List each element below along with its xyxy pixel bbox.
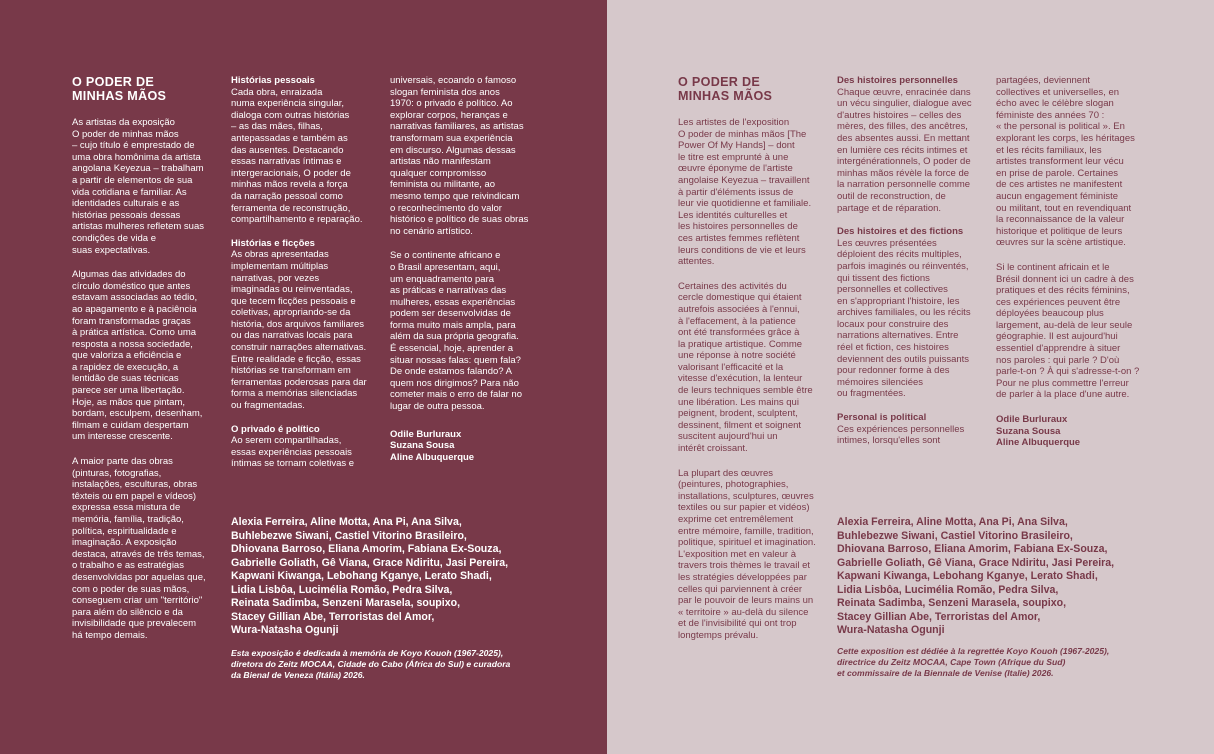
text-line: estavam associadas ao tédio, (72, 292, 198, 304)
text-line: invisibilidade que prevalecem (72, 618, 197, 630)
pt-author: Odile Burluraux (390, 428, 462, 440)
fr-section-2-body (837, 238, 987, 400)
text-line: narrativas, por vezes (231, 272, 320, 284)
text-line: mémoires silenciées (837, 376, 924, 388)
text-line: ou fragmentées. (837, 388, 906, 400)
text-line: intérêt croissant. (678, 443, 748, 455)
text-line: des absentes aussi. En mettant (837, 132, 970, 144)
text-line: historique et politique de leurs (996, 225, 1123, 237)
text-line: en s'appropriant l'histoire, les (837, 295, 960, 307)
text-line: et les récits familiaux, les (996, 144, 1102, 156)
text-line: slogan feminista dos anos (390, 86, 500, 98)
text-line: ou das narrativas locais para (231, 330, 353, 342)
text-line: o trabalho e as estratégias (72, 560, 184, 572)
text-line: locaux pour construire des (837, 318, 949, 330)
text-line: artistas não manifestam (390, 156, 491, 168)
text-line: suscitent aujourd'hui un (678, 431, 778, 443)
text-line: que tecem ficções pessoais e (231, 295, 356, 307)
text-line: construir narrações alternativas. (231, 342, 367, 354)
text-line: et de l'invisibilité qui ont trop (678, 618, 797, 630)
text-line: Power Of My Hands] – dont (678, 140, 795, 152)
pt-dedication (231, 648, 581, 681)
text-line: installations, sculptures, œuvres (678, 490, 814, 502)
text-line: collectives et universelles, en (996, 86, 1120, 98)
fr-col3-paragraph-1 (996, 75, 1148, 249)
pt-heading-1: Histórias pessoais (231, 75, 315, 86)
text-line: Buhlebezwe Siwani, Castiel Vitorino Brasileiro, (837, 529, 1073, 542)
text-line: et commissaire de la Biennale de Venise (Italie) 2026. (837, 668, 1054, 678)
text-line: coletivas, apropriando-se da (231, 307, 351, 319)
text-line: que valoriza a eficiência e (72, 350, 182, 362)
text-line: autrefois associées à l'ennui, (678, 303, 800, 315)
text-line: há tempo demais. (72, 629, 148, 641)
fr-col3-paragraph-2 (996, 262, 1148, 401)
text-line: archives familiales, ou les récits (837, 307, 971, 319)
text-line: A maior parte das obras (72, 456, 173, 468)
text-line: lentidão de suas técnicas (72, 373, 179, 385)
text-line: das ausentes. Destacando (231, 144, 344, 156)
text-line: dialoga com outras histórias (231, 109, 350, 121)
text-line: textiles ou sur papier et vidéos) (678, 502, 810, 514)
text-line: valorisant l'efficacité et la (678, 361, 784, 373)
text-line: numa experiência singular, (231, 98, 345, 110)
text-line: implementam múltiplas (231, 260, 329, 272)
text-line: situar nossas falas: quem fala? (390, 354, 521, 366)
text-line: O poder de minhas mãos [The (678, 128, 807, 140)
fr-heading-2: Des histoires et des fictions (837, 226, 964, 238)
text-line: un vécu singulier, dialogue avec (837, 98, 972, 110)
text-line: instalações, esculturas, obras (72, 479, 198, 491)
text-line: réel et fiction, ces histoires (837, 342, 949, 354)
text-line: o Brasil apresentam, aqui, (390, 261, 501, 273)
text-line: identidades culturais e as (72, 198, 180, 210)
text-line: deviennent des outils puissants (837, 353, 970, 365)
fr-paragraph-2 (678, 281, 828, 455)
pt-authors (390, 429, 540, 464)
text-line: lugar de outra pessoa. (390, 401, 485, 413)
text-line: nos paroles : qui parle ? D'où (996, 354, 1120, 366)
fr-paragraph-3 (678, 468, 828, 642)
text-line: Alexia Ferreira, Aline Motta, Ana Pi, Ana Silva, (837, 516, 1068, 528)
text-line: parle-t-on ? À qui s'adresse-t-on ? (996, 366, 1140, 378)
text-line: suas expectativas. (72, 244, 151, 256)
text-line: forma muito mais ampla, para (390, 319, 516, 331)
fr-section-1 (837, 75, 987, 214)
text-line: diretora do Zeitz MOCAA, Cidade do Cabo (África do Sul) e curadora (231, 659, 511, 669)
text-line: essas narrativas íntimas e (231, 156, 342, 168)
text-line: à prática artística. Como uma (72, 327, 197, 339)
text-line: Ces expériences personnelles (837, 423, 965, 435)
text-line: a rapidez de execução, a (72, 361, 179, 373)
text-line: Lidia Lisbôa, Lucimélia Romão, Pedra Silva, (837, 583, 1059, 596)
text-line: As artistas da exposição (72, 117, 175, 128)
text-line: MINHAS MÃOS (72, 89, 167, 103)
text-line: le titre est emprunté à une (678, 151, 789, 163)
fr-heading-1: Des histoires personnelles (837, 75, 958, 86)
text-line: Entre realidade e ficção, essas (231, 353, 361, 365)
text-line: ao apagamento e à paciência (72, 303, 197, 315)
text-line: artistes transforment leur vécu (996, 156, 1124, 168)
fr-section-1-body (837, 87, 987, 215)
text-line: O PODER DE (678, 75, 761, 89)
text-line: parfois imaginés ou réinventés, (837, 260, 969, 272)
fr-section-3 (837, 412, 987, 447)
text-line: Pour ne plus commettre l'erreur (996, 377, 1129, 389)
pt-col3-paragraph-1 (390, 75, 540, 237)
text-line: Wura-Natasha Ogunji (231, 624, 339, 636)
text-line: ferramentas poderosas para dar (231, 376, 367, 388)
text-line: Stacey Gillian Abe, Terroristas del Amor, (231, 610, 435, 623)
text-line: les stratégies développées par (678, 571, 807, 583)
pt-heading-3: O privado é político (231, 423, 320, 435)
text-line: têxteis ou em papel e vídeos) (72, 490, 197, 502)
text-line: d'autres histoires – celles des (837, 109, 962, 121)
text-line: Cette exposition est dédiée à la regrettée Koyo Kouoh (1967-2025), (837, 646, 1110, 656)
french-page (607, 0, 1214, 754)
fr-section-3-body (837, 424, 987, 447)
text-line: MINHAS MÃOS (678, 89, 773, 103)
fr-author: Suzana Sousa (996, 425, 1061, 437)
text-line: L'exposition met en valeur à (678, 548, 796, 560)
text-line: com o poder de suas mãos, (72, 583, 190, 595)
pt-section-2-body (231, 249, 381, 411)
text-line: Reinata Sadimba, Senzeni Marasela, soupixo, (231, 597, 461, 609)
fr-title (678, 75, 828, 103)
fr-authors (996, 414, 1148, 449)
text-line: partagées, deviennent (996, 75, 1091, 86)
text-line: íntimas se tornam coletivas e (231, 458, 355, 470)
text-line: antepassadas e também as (231, 132, 348, 144)
text-line: en prise de parole. Certaines (996, 167, 1118, 179)
text-line: da Bienal de Veneza (Itália) 2026. (231, 670, 365, 680)
text-line: Brésil donnent ici un cadre à des (996, 273, 1134, 285)
text-line: O poder de minhas mãos (72, 128, 179, 140)
pt-paragraph-3 (72, 456, 222, 642)
text-line: cercle domestique qui étaient (678, 292, 802, 304)
text-line: de leurs techniques semble être (678, 385, 813, 397)
text-line: o reconhecimento do valor (390, 202, 502, 214)
text-line: uma obra homônima da artista (72, 151, 201, 163)
fr-artists-list (837, 516, 1187, 638)
pt-col3-paragraph-2 (390, 250, 540, 412)
text-line: ces artistes femmes reflètent (678, 232, 800, 244)
text-line: intergeracionais, O poder de (231, 167, 351, 179)
text-line: essas experiências pessoais (231, 446, 352, 458)
text-line: memória, família, tradição, (72, 514, 184, 525)
text-line: géographie. Il est aujourd'hui (996, 331, 1118, 343)
text-line: par le pouvoir de leurs mains un (678, 595, 814, 607)
text-line: leurs conditions de vie et leurs (678, 244, 806, 256)
text-line: « territoire » au-delà du silence (678, 606, 809, 618)
text-line: Reinata Sadimba, Senzeni Marasela, soupixo, (837, 597, 1067, 609)
text-line: resposta a nossa sociedade, (72, 338, 193, 350)
fr-column-2 (837, 75, 987, 459)
text-line: mulheres, essas experiências (390, 296, 516, 308)
text-line: essentiel d'apprendre à situer (996, 343, 1121, 355)
text-line: aucun engagement féministe (996, 190, 1118, 202)
text-line: une libération. Les mains qui (678, 396, 799, 408)
text-line: celles qui parviennent à créer (678, 583, 803, 595)
text-line: imaginadas ou reinventadas, (231, 284, 353, 296)
text-line: além da sua própria geografia. (390, 331, 519, 343)
text-line: Ao serem compartilhadas, (231, 435, 342, 447)
text-line: pour redonner forme à des (837, 365, 950, 377)
text-line: en lumière ces récits intimes et (837, 144, 968, 156)
pt-section-3-body (231, 435, 381, 470)
pt-column-2 (231, 75, 381, 482)
text-line: feminista ou militante, ao (390, 179, 496, 191)
text-line: angolaise Keyezua – travaillent (678, 174, 810, 186)
text-line: destaca, através de três temas, (72, 548, 205, 560)
text-line: écho avec le célèbre slogan (996, 98, 1114, 110)
text-line: política, espiritualidade e (72, 525, 177, 537)
text-line: círculo doméstico que antes (72, 280, 191, 292)
text-line: qui tissent des fictions (837, 272, 930, 284)
text-line: la pratique artistique. Comme (678, 338, 803, 350)
fr-column-1 (678, 75, 828, 655)
text-line: Les artistes de l'exposition (678, 117, 790, 128)
text-line: Si le continent africain et le (996, 261, 1110, 273)
text-line: narrations alternatives. Entre (837, 330, 959, 342)
text-line: (peintures, photographies, (678, 479, 789, 491)
pt-section-1 (231, 75, 381, 226)
pt-section-1-body (231, 87, 381, 226)
text-line: ont été transformées grâce à (678, 327, 800, 339)
pt-section-3 (231, 424, 381, 470)
text-line: no cenário artístico. (390, 225, 473, 237)
text-line: partage et de réparation. (837, 202, 942, 214)
fr-intro (678, 117, 828, 268)
text-line: leur vie quotidienne et familiale. (678, 198, 812, 210)
text-line: podem ser desenvolvidas de (390, 308, 511, 320)
text-line: vitesse d'exécution, la lenteur (678, 373, 803, 385)
text-line: ou militant, tout en revendiquant (996, 202, 1132, 214)
text-line: minhas mãos revela a força (231, 179, 348, 191)
text-line: (pinturas, fotografias, (72, 467, 162, 479)
text-line: à partir d'éléments issus de (678, 186, 794, 198)
text-line: narrativas familiares, as artistas (390, 121, 524, 133)
text-line: de parler à la place d'une autre. (996, 389, 1130, 401)
text-line: Hoje, as mãos que pintam, (72, 396, 186, 408)
text-line: Alexia Ferreira, Aline Motta, Ana Pi, Ana Silva, (231, 516, 462, 528)
text-line: bordam, esculpem, desenham, (72, 408, 203, 420)
text-line: Gabrielle Goliath, Gê Viana, Grace Ndiritu, Jasi Pereira, (231, 556, 509, 569)
pt-title (72, 75, 222, 103)
text-line: ou fragmentadas. (231, 400, 305, 412)
text-line: foram transformadas graças (72, 315, 191, 327)
pt-author: Suzana Sousa (390, 440, 455, 452)
fr-dedication (837, 646, 1187, 679)
text-line: « the personal is political ». En (996, 121, 1125, 133)
text-line: directrice du Zeitz MOCAA, Cape Town (Afrique du Sud) (837, 657, 1066, 667)
text-line: ces expériences peuvent être (996, 296, 1121, 308)
text-line: filmam e cuidam despertam (72, 419, 189, 431)
text-line: entre mémoire, famille, tradition, (678, 525, 814, 537)
text-line: a partir de elementos de sua (72, 174, 193, 186)
text-line: É essencial, hoje, aprender a (390, 343, 514, 355)
text-line: condições de vida e (72, 232, 156, 244)
text-line: Dhiovana Barroso, Eliana Amorim, Fabiana Ex-Souza, (837, 543, 1108, 555)
text-line: – as das mães, filhas, (231, 121, 323, 133)
text-line: histórias pessoais dessas (72, 209, 181, 221)
pt-heading-2: Histórias e ficções (231, 237, 315, 249)
text-line: em discurso. Algumas dessas (390, 144, 516, 156)
text-line: longtemps prévalu. (678, 629, 759, 641)
text-line: une réponse à notre société (678, 350, 796, 362)
text-line: dessinent, filment et soignent (678, 419, 802, 431)
text-line: artistas mulheres refletem suas (72, 221, 204, 233)
text-line: féministe des années 70 : (996, 109, 1105, 121)
text-line: história, dos arquivos familiares (231, 318, 365, 330)
text-line: De onde estamos falando? A (390, 366, 513, 378)
text-line: explorant les corps, les héritages (996, 132, 1135, 144)
text-line: Les identités culturelles et (678, 209, 788, 221)
text-line: Esta exposição é dedicada à memória de Koyo Kouoh (1967-2025), (231, 648, 504, 658)
text-line: politique, spirituel et imagination. (678, 537, 816, 549)
text-line: universais, ecoando o famoso (390, 75, 517, 86)
text-line: Cada obra, enraizada (231, 86, 323, 98)
text-line: la narration personnelle comme (837, 179, 971, 191)
pt-column-1 (72, 75, 222, 655)
pt-artists-list (231, 516, 581, 638)
fr-section-2 (837, 226, 987, 400)
pt-section-2 (231, 238, 381, 412)
fr-author: Odile Burluraux (996, 414, 1068, 426)
text-line: Dhiovana Barroso, Eliana Amorim, Fabiana Ex-Souza, (231, 543, 502, 555)
text-line: vida cotidiana e familiar. As (72, 186, 187, 198)
text-line: de ces artistes ne manifestent (996, 179, 1123, 191)
text-line: déploient des récits multiples, (837, 249, 962, 261)
text-line: exprime cet entremêlement (678, 514, 794, 525)
text-line: desenvolvidas por aquelas que, (72, 571, 206, 583)
text-line: intergénérationnels, O poder de (837, 156, 971, 168)
text-line: transformam sua experiência (390, 132, 513, 144)
text-line: Chaque œuvre, enracinée dans (837, 86, 971, 98)
text-line: expressa essa mistura de (72, 502, 181, 514)
text-line: largement, au-delà de leur seule (996, 319, 1133, 331)
text-line: explorar corpos, heranças e (390, 109, 508, 121)
text-line: forma a memórias silenciadas (231, 388, 358, 400)
text-line: as práticas e narrativas das (390, 285, 507, 297)
text-line: la reconnaissance de la valeur (996, 214, 1125, 226)
text-line: déployées beaucoup plus (996, 308, 1104, 320)
fr-heading-3: Personal is political (837, 412, 927, 424)
pt-author: Aline Albuquerque (390, 451, 475, 463)
fr-column-3 (996, 75, 1148, 449)
text-line: quem nos dirigimos? Para não (390, 377, 519, 389)
text-line: compartilhamento e reparação. (231, 214, 363, 226)
text-line: Kapwani Kiwanga, Lebohang Kganye, Lerato Shadi, (231, 570, 492, 582)
text-line: – cujo título é emprestado de (72, 140, 195, 152)
text-line: Buhlebezwe Siwani, Castiel Vitorino Brasileiro, (231, 529, 467, 542)
text-line: ferramenta de reconstrução, (231, 202, 351, 214)
pt-intro (72, 117, 222, 256)
text-line: As obras apresentadas (231, 249, 329, 261)
text-line: qualquer compromisso (390, 167, 487, 179)
text-line: mères, des filles, des ancêtres, (837, 121, 968, 133)
text-line: Wura-Natasha Ogunji (837, 624, 945, 636)
text-line: mesmo tempo que reivindicam (390, 190, 520, 202)
text-line: Kapwani Kiwanga, Lebohang Kganye, Lerato Shadi, (837, 570, 1098, 582)
text-line: pratiques et des récits féminins, (996, 285, 1130, 297)
text-line: intimes, lorsqu'elles sont (837, 435, 941, 447)
text-line: peignent, brodent, sculptent, (678, 408, 798, 420)
text-line: Stacey Gillian Abe, Terroristas del Amor, (837, 610, 1041, 623)
text-line: histórico e político de suas obras (390, 214, 529, 226)
text-line: um interesse crescente. (72, 431, 173, 443)
text-line: minhas mãos révèle la force de (837, 167, 970, 179)
text-line: travers trois thèmes le travail et (678, 560, 810, 572)
text-line: Algumas das atividades do (72, 269, 186, 281)
text-line: parece ser uma libertação. (72, 385, 185, 397)
pt-column-3 (390, 75, 540, 463)
text-line: personnelles et collectives (837, 284, 948, 296)
text-line: Lidia Lisbôa, Lucimélia Romão, Pedra Silva, (231, 583, 453, 596)
fr-author: Aline Albuquerque (996, 437, 1081, 449)
text-line: à l'effacement, à la patience (678, 315, 796, 327)
text-line: La plupart des œuvres (678, 467, 774, 479)
text-line: para além do silêncio e da (72, 606, 183, 618)
text-line: histórias se transformam em (231, 365, 351, 377)
text-line: imaginação. A exposição (72, 537, 177, 549)
text-line: les histoires personnelles de (678, 221, 798, 233)
text-line: da narração pessoal como (231, 190, 343, 202)
text-line: conseguem criar um "território" (72, 595, 203, 607)
text-line: outil de reconstruction, de (837, 190, 946, 202)
text-line: Certaines des activités du (678, 280, 787, 292)
text-line: attentes. (678, 256, 715, 268)
text-line: œuvres sur la scène artistique. (996, 237, 1126, 249)
text-line: Se o continente africano e (390, 250, 501, 262)
pt-paragraph-2 (72, 269, 222, 443)
text-line: angolana Keyezua – trabalham (72, 163, 204, 175)
text-line: O PODER DE (72, 75, 155, 89)
text-line: 1970: o privado é político. Ao (390, 98, 513, 110)
text-line: Gabrielle Goliath, Gê Viana, Grace Ndiritu, Jasi Pereira, (837, 556, 1115, 569)
text-line: œuvre éponyme de l'artiste (678, 163, 793, 175)
text-line: um enquadramento para (390, 273, 495, 285)
text-line: cometer mais o erro de falar no (390, 389, 523, 401)
text-line: Les œuvres présentées (837, 237, 937, 249)
